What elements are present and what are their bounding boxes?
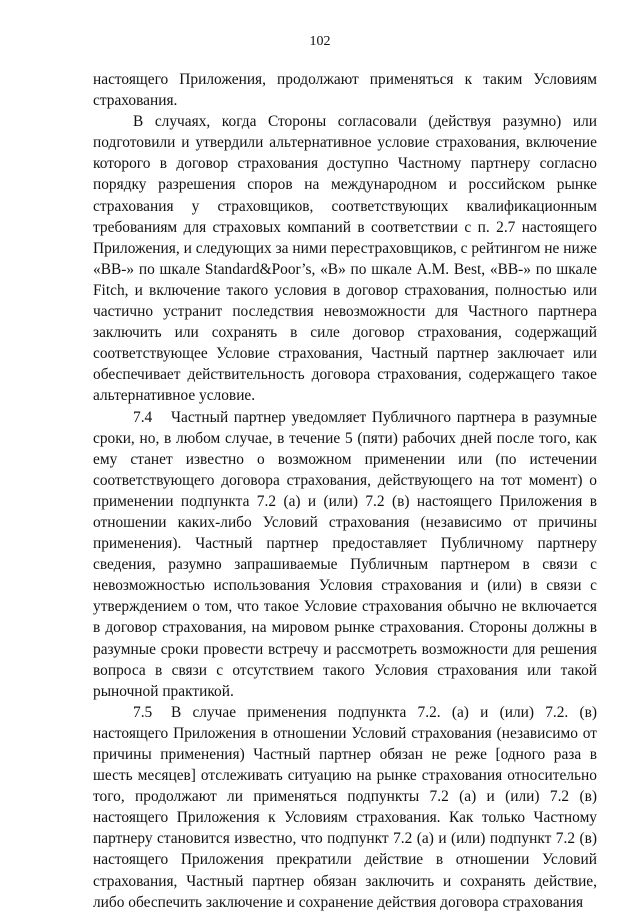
paragraph-number: 7.4: [133, 408, 153, 426]
document-body: [93, 69, 597, 913]
paragraph-alternative-condition: [93, 111, 597, 406]
paragraph-7-5: [93, 702, 597, 913]
paragraph-7-4: [93, 407, 597, 702]
page-number: 102: [309, 34, 331, 49]
paragraph-text: настоящего Приложения, продолжают применяться к таким Условиям страхования.: [93, 71, 597, 110]
paragraph-text: В случае применения подпункта 7.2. (а) и (или) 7.2. (в) настоящего Приложения в отношении Условий страхования (независимо от причины применения) Частный партнер обязан не реже [одного раза в шесть месяцев] отслеживать ситуацию на рынке страхования относительно того, продолжают ли применяться подпункты 7.2 (а) и (или) 7.2 (в) настоящего Приложения к Условиям страхования. Как только Частному партнеру становится известно, что подпункт 7.2 (а) и (или) подпункт 7.2 (в) настоящего Приложения прекратили действие в отношении Условий страхования, Частный партнер обязан заключить и сохранять действие, либо обеспечить заключение и сохранение действия договора страхования: [93, 703, 597, 911]
paragraph-text: Частный партнер уведомляет Публичного партнера в разумные сроки, но, в любом случае, в течение 5 (пяти) рабочих дней после того, как ему станет известно о возможном применении или (по истечении соответствующего договора страхования, действующего на тот момент) о применении подпункта 7.2 (а) и (или) 7.2 (в) настоящего Приложения в отношении каких-либо Условий страхования (независимо от причины применения). Частный партнер предоставляет Публичному партнеру сведения, разумно запрашиваемые Публичным партнером в связи с невозможностью использования Условия страхования и (или) в связи с утверждением о том, что такое Условие страхования обычно не включается в договор страхования, на мировом рынке страхования. Стороны должны в разумные сроки провести встречу и рассмотреть возможности для решения вопроса в связи с отсутствием такого Условия страхования или такой рыночной практикой.: [93, 408, 597, 700]
paragraph-number: 7.5: [133, 703, 153, 721]
paragraph-text: В случаях, когда Стороны согласовали (действуя разумно) или подготовили и утвердили альтернативное условие страхования, включение которого в договор страхования доступно Частному партнеру согласно порядку разрешения споров на международном и российском рынке страхования у страховщиков, соответствующих квалификационным требованиям для страховых компаний в соответствии с п. 2.7 настоящего Приложения, и следующих за ними перестраховщиков, с рейтингом не ниже «ВВ-» по шкале Standard&Poor’s, «В» по шкале A.M. Best, «ВВ-» по шкале Fitch, и включение такого условия в договор страхования, полностью или частично устранит последствия невозможности для Частного партнера заключить или сохранять в силе договор страхования, содержащий соответствующее Условие страхования, Частный партнер заключает или обеспечивает действительность договора страхования, содержащего такое альтернативное условие.: [93, 113, 597, 405]
paragraph-continuation: [93, 69, 597, 111]
